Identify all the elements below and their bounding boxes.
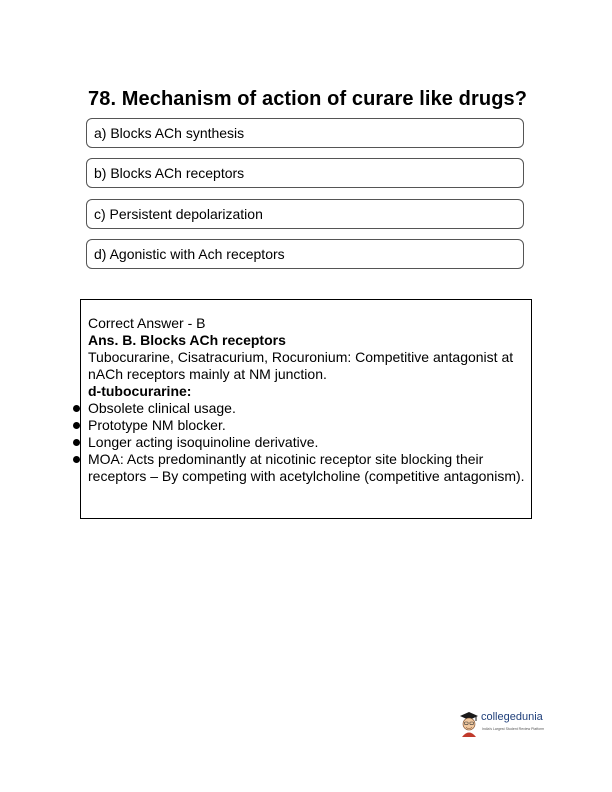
list-item-text: MOA: Acts predominantly at nicotinic receptor site blocking their receptors – By competing with acetylcholine (competitive antagonism). [88, 451, 525, 484]
list-item [88, 434, 538, 451]
answer-explanation: Tubocurarine, Cisatracurium, Rocuronium: Competitive antagonist at nACh receptors mainly at NM junction. [88, 349, 514, 382]
answer-subheading: d-tubocurarine: [88, 383, 192, 399]
bullet-list [88, 400, 538, 485]
answer-heading: Ans. B. Blocks ACh receptors [88, 332, 286, 348]
logo-tagline: India's Largest Student Review Platform [482, 727, 545, 731]
list-item [88, 417, 538, 434]
answer-box [80, 299, 532, 519]
list-item [88, 451, 538, 485]
option-b[interactable]: b) Blocks ACh receptors [86, 158, 524, 188]
question-title: 78. Mechanism of action of curare like drugs? [88, 88, 528, 110]
option-d[interactable]: d) Agonistic with Ach receptors [86, 239, 524, 269]
list-item-text: Obsolete clinical usage. [88, 400, 236, 416]
list-item-text: Longer acting isoquinoline derivative. [88, 434, 319, 450]
answer-content [88, 315, 538, 485]
bullet-icon [73, 405, 80, 412]
correct-answer-line: Correct Answer - B [88, 315, 206, 331]
logo-name: collegedunia [481, 711, 543, 723]
list-item-text: Prototype NM blocker. [88, 417, 226, 433]
bullet-icon [73, 439, 80, 446]
mascot-icon [458, 709, 480, 737]
bullet-icon [73, 422, 80, 429]
option-c[interactable]: c) Persistent depolarization [86, 199, 524, 229]
collegedunia-logo [458, 707, 568, 739]
list-item [88, 400, 538, 417]
bullet-icon [73, 456, 80, 463]
option-a[interactable]: a) Blocks ACh synthesis [86, 118, 524, 148]
